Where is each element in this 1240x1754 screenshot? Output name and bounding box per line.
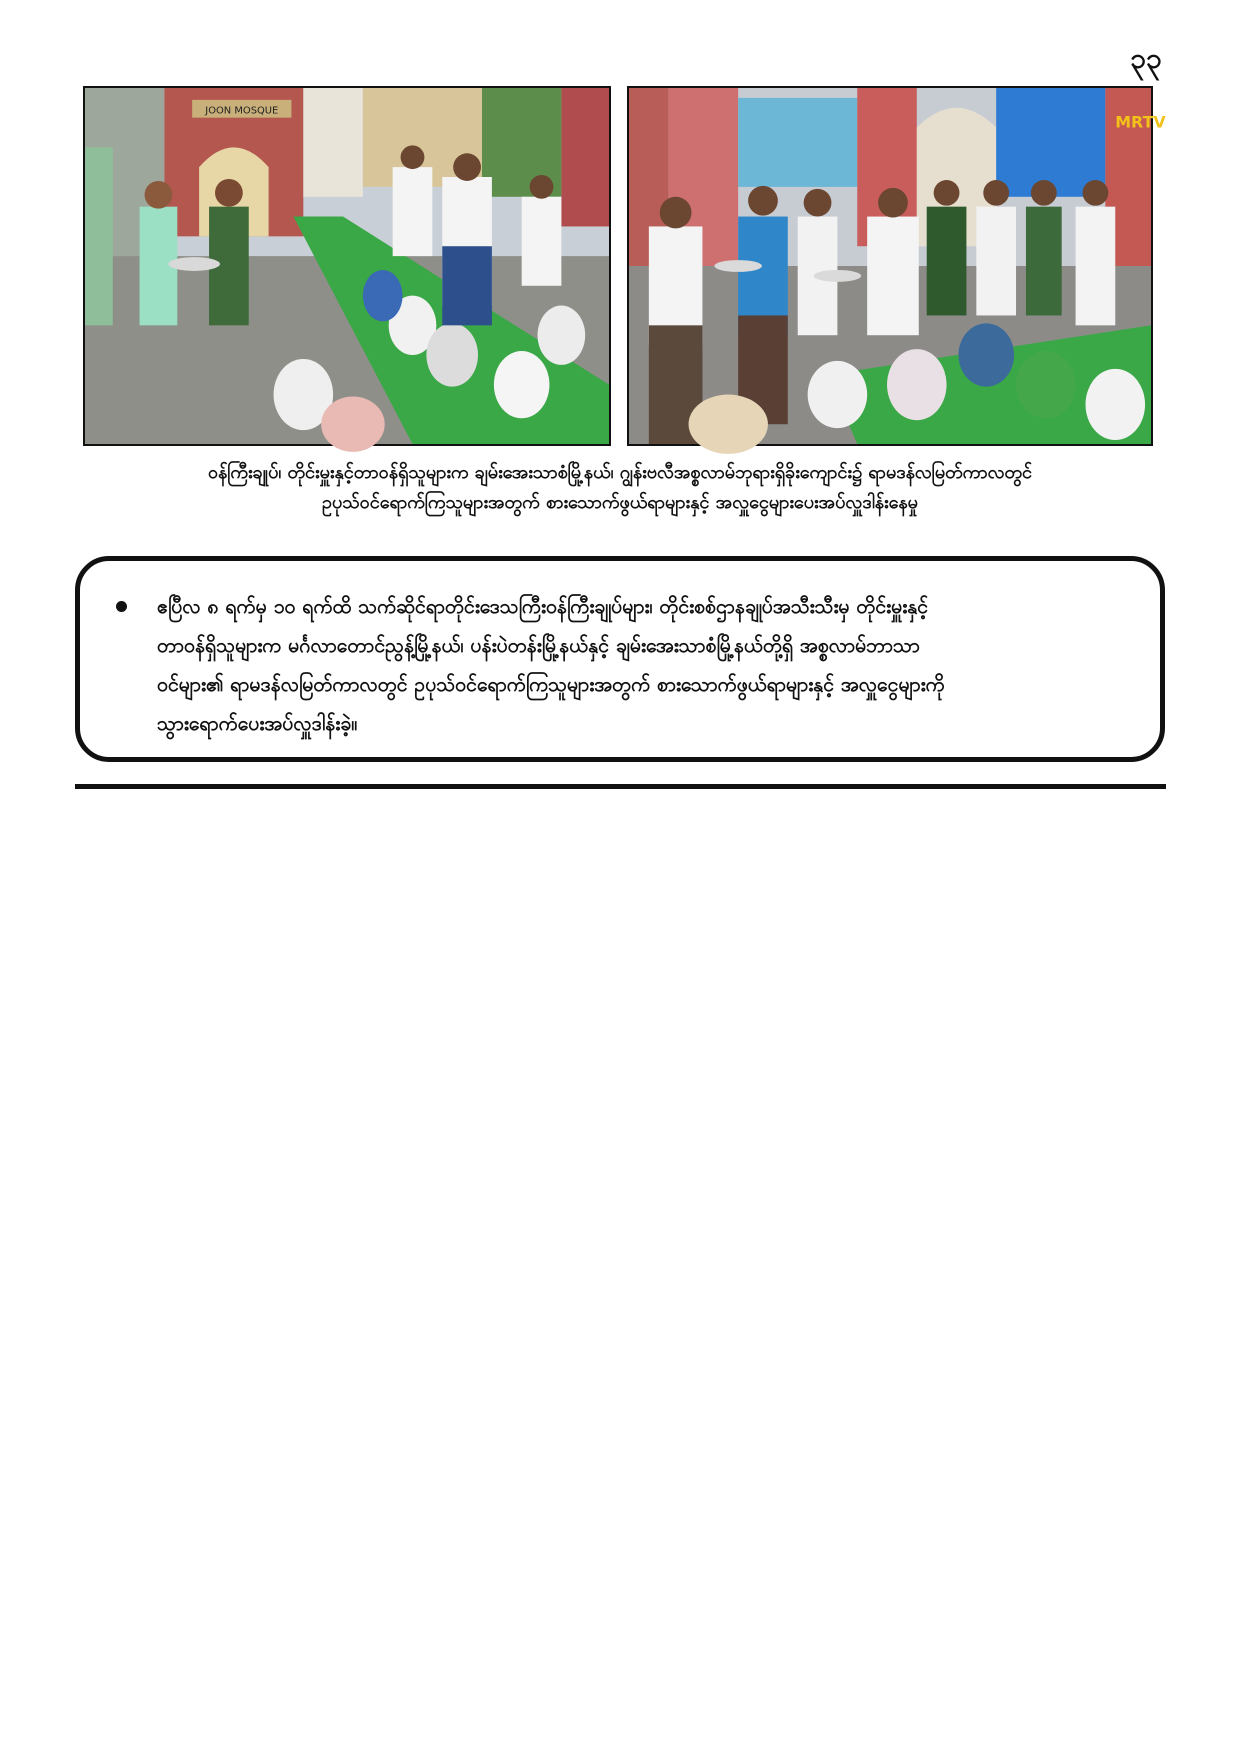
bullet-line: ဧပြီလ ၈ ရက်မှ ၁၀ ရက်ထိ သက်ဆိုင်ရာတိုင်းဒေသကြီးဝန်ကြီးချုပ်များ၊ တိုင်းစစ်ဌာနချုပ်အသီးသီးမှ တိုင်းမှူးနှင့် — [157, 595, 929, 618]
bullet-line: ဝင်များ၏ ရာမဒန်လမြတ်ကာလတွင် ဥပုသ်ဝင်ရောက်ကြသူများအတွက် စားသောက်ဖွယ်ရာများနှင့် အလှူငွေများကို — [157, 673, 945, 696]
photo-caption — [70, 458, 1170, 518]
photo-donation-right — [627, 86, 1166, 446]
bullet-line: တာဝန်ရှိသူများက မင်္ဂလာတောင်ညွန့်မြို့နယ်၊ ပန်းပဲတန်းမြို့နယ်နှင့် ချမ်းအေးသာစံမြို့နယ်တို့ရှိ အစ္စလာမ်ဘာသာ — [157, 634, 920, 657]
news-bullet-box — [75, 556, 1165, 762]
photo-mosque-iftar-left-image — [85, 88, 609, 444]
caption-line: ဥပုသ်ဝင်ရောက်ကြသူများအတွက် စားသောက်ဖွယ်ရာများနှင့် အလှူငွေများပေးအပ်လှူဒါန်းနေမှု — [322, 492, 918, 513]
page-number: ၃၃ — [1130, 42, 1162, 75]
section-divider — [75, 784, 1166, 789]
mrtv-watermark: MRTV — [1115, 112, 1166, 132]
photo-donation-right-image — [629, 88, 1166, 444]
bullet-text — [157, 587, 945, 743]
photo-mosque-iftar-left — [83, 86, 611, 446]
caption-line: ဝန်ကြီးချုပ်၊ တိုင်းမှူးနှင့်တာဝန်ရှိသူများက ချမ်းအေးသာစံမြို့နယ်၊ ဂျွန်းဗလီအစ္စလာမ်ဘုရားရှိခိုးကျောင်း၌ ရာမဒန်လမြတ်ကာလတွင် — [207, 462, 1033, 483]
mosque-sign: JOON MOSQUE — [205, 105, 279, 117]
bullet-item — [104, 587, 1136, 743]
bullet-icon — [116, 601, 127, 612]
bullet-line: သွားရောက်ပေးအပ်လှူဒါန်းခဲ့။ — [157, 712, 358, 735]
